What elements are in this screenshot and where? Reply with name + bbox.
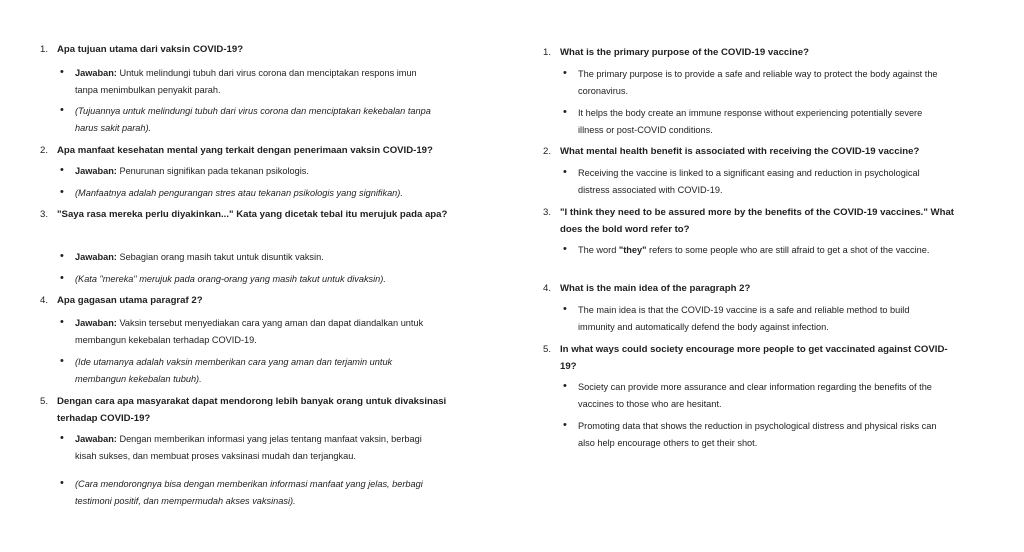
right-answer-1b: • It helps the body create an immune response without experiencing potentially severe illness or post-COVID conditions. — [563, 105, 945, 139]
left-translation-3: • (Kata "mereka" merujuk pada orang-orang yang masih takut untuk divaksin). — [60, 271, 442, 288]
right-answer-5a: • Society can provide more assurance and clear information regarding the benefits of the vaccines to those who are hesitant. — [563, 379, 945, 413]
bullet-icon: • — [563, 166, 567, 178]
bullet-icon: • — [563, 243, 567, 255]
left-translation-1: • (Tujuannya untuk melindungi tubuh dari virus corona dan menciptakan kekebalan tanpa harus sakit parah). — [60, 103, 442, 137]
right-question-5: 5. In what ways could society encourage more people to get vaccinated against COVID-19? — [543, 344, 948, 372]
bullet-icon: • — [60, 477, 64, 489]
left-answer-4: • Jawaban: Vaksin tersebut menyediakan cara yang aman dan dapat diandalkan untuk membangun kekebalan terhadap COVID-19. — [60, 315, 442, 349]
bullet-icon: • — [563, 380, 567, 392]
right-answer-5b: • Promoting data that shows the reduction in psychological distress and physical risks can also help encourage others to get their shot. — [563, 418, 945, 452]
left-answer-5: • Jawaban: Dengan memberikan informasi yang jelas tentang manfaat vaksin, berbagi kisah sukses, dan membuat proses vaksinasi mudah dan terjangkau. — [60, 431, 442, 465]
bullet-icon: • — [563, 303, 567, 315]
bullet-icon: • — [60, 164, 64, 176]
bullet-icon: • — [60, 66, 64, 78]
right-question-3: 3. "I think they need to be assured more by the benefits of the COVID-19 vaccines." What does the bold word refer to? — [543, 207, 954, 235]
right-answer-2: • Receiving the vaccine is linked to a significant easing and reduction in psychological distress associated with COVID-19. — [563, 165, 945, 199]
left-answer-2: • Jawaban: Penurunan signifikan pada tekanan psikologis. — [60, 163, 442, 180]
bullet-icon: • — [60, 432, 64, 444]
bullet-icon: • — [60, 272, 64, 284]
bullet-icon: • — [563, 106, 567, 118]
right-question-2: 2. What mental health benefit is associated with receiving the COVID-19 vaccine? — [543, 146, 920, 157]
bullet-icon: • — [60, 186, 64, 198]
right-answer-1a: • The primary purpose is to provide a safe and reliable way to protect the body against the coronavirus. — [563, 66, 945, 100]
bullet-icon: • — [563, 419, 567, 431]
left-question-3: 3. "Saya rasa mereka perlu diyakinkan..." Kata yang dicetak tebal itu merujuk pada apa? — [40, 209, 448, 220]
right-question-4: 4. What is the main idea of the paragraph 2? — [543, 283, 751, 294]
right-answer-3: • The word "they" refers to some people who are still afraid to get a shot of the vaccine. — [563, 242, 945, 259]
left-answer-1: • Jawaban: Untuk melindungi tubuh dari virus corona dan menciptakan respons imun tanpa menimbulkan penyakit parah. — [60, 65, 442, 99]
bullet-icon: • — [60, 104, 64, 116]
left-question-1: 1. Apa tujuan utama dari vaksin COVID-19? — [40, 44, 244, 55]
left-question-4: 4. Apa gagasan utama paragraf 2? — [40, 295, 203, 306]
bullet-icon: • — [563, 67, 567, 79]
left-translation-4: • (Ide utamanya adalah vaksin memberikan cara yang aman dan terjamin untuk membangun kekebalan tubuh). — [60, 354, 442, 388]
left-translation-5: • (Cara mendorongnya bisa dengan memberikan informasi manfaat yang jelas, berbagi testimoni positif, dan mempermudah akses vaksinasi). — [60, 476, 442, 510]
bullet-icon: • — [60, 355, 64, 367]
left-answer-3: • Jawaban: Sebagian orang masih takut untuk disuntik vaksin. — [60, 249, 442, 266]
right-question-1: 1. What is the primary purpose of the COVID-19 vaccine? — [543, 47, 809, 58]
bullet-icon: • — [60, 316, 64, 328]
left-translation-2: • (Manfaatnya adalah pengurangan stres atau tekanan psikologis yang signifikan). — [60, 185, 442, 202]
bullet-icon: • — [60, 250, 64, 262]
left-question-2: 2. Apa manfaat kesehatan mental yang terkait dengan penerimaan vaksin COVID-19? — [40, 145, 433, 156]
right-answer-4: • The main idea is that the COVID-19 vaccine is a safe and reliable method to build immunity and automatically defend the body against infection. — [563, 302, 945, 336]
left-question-5: 5. Dengan cara apa masyarakat dapat mendorong lebih banyak orang untuk divaksinasi terhadap COVID-19? — [40, 396, 447, 424]
